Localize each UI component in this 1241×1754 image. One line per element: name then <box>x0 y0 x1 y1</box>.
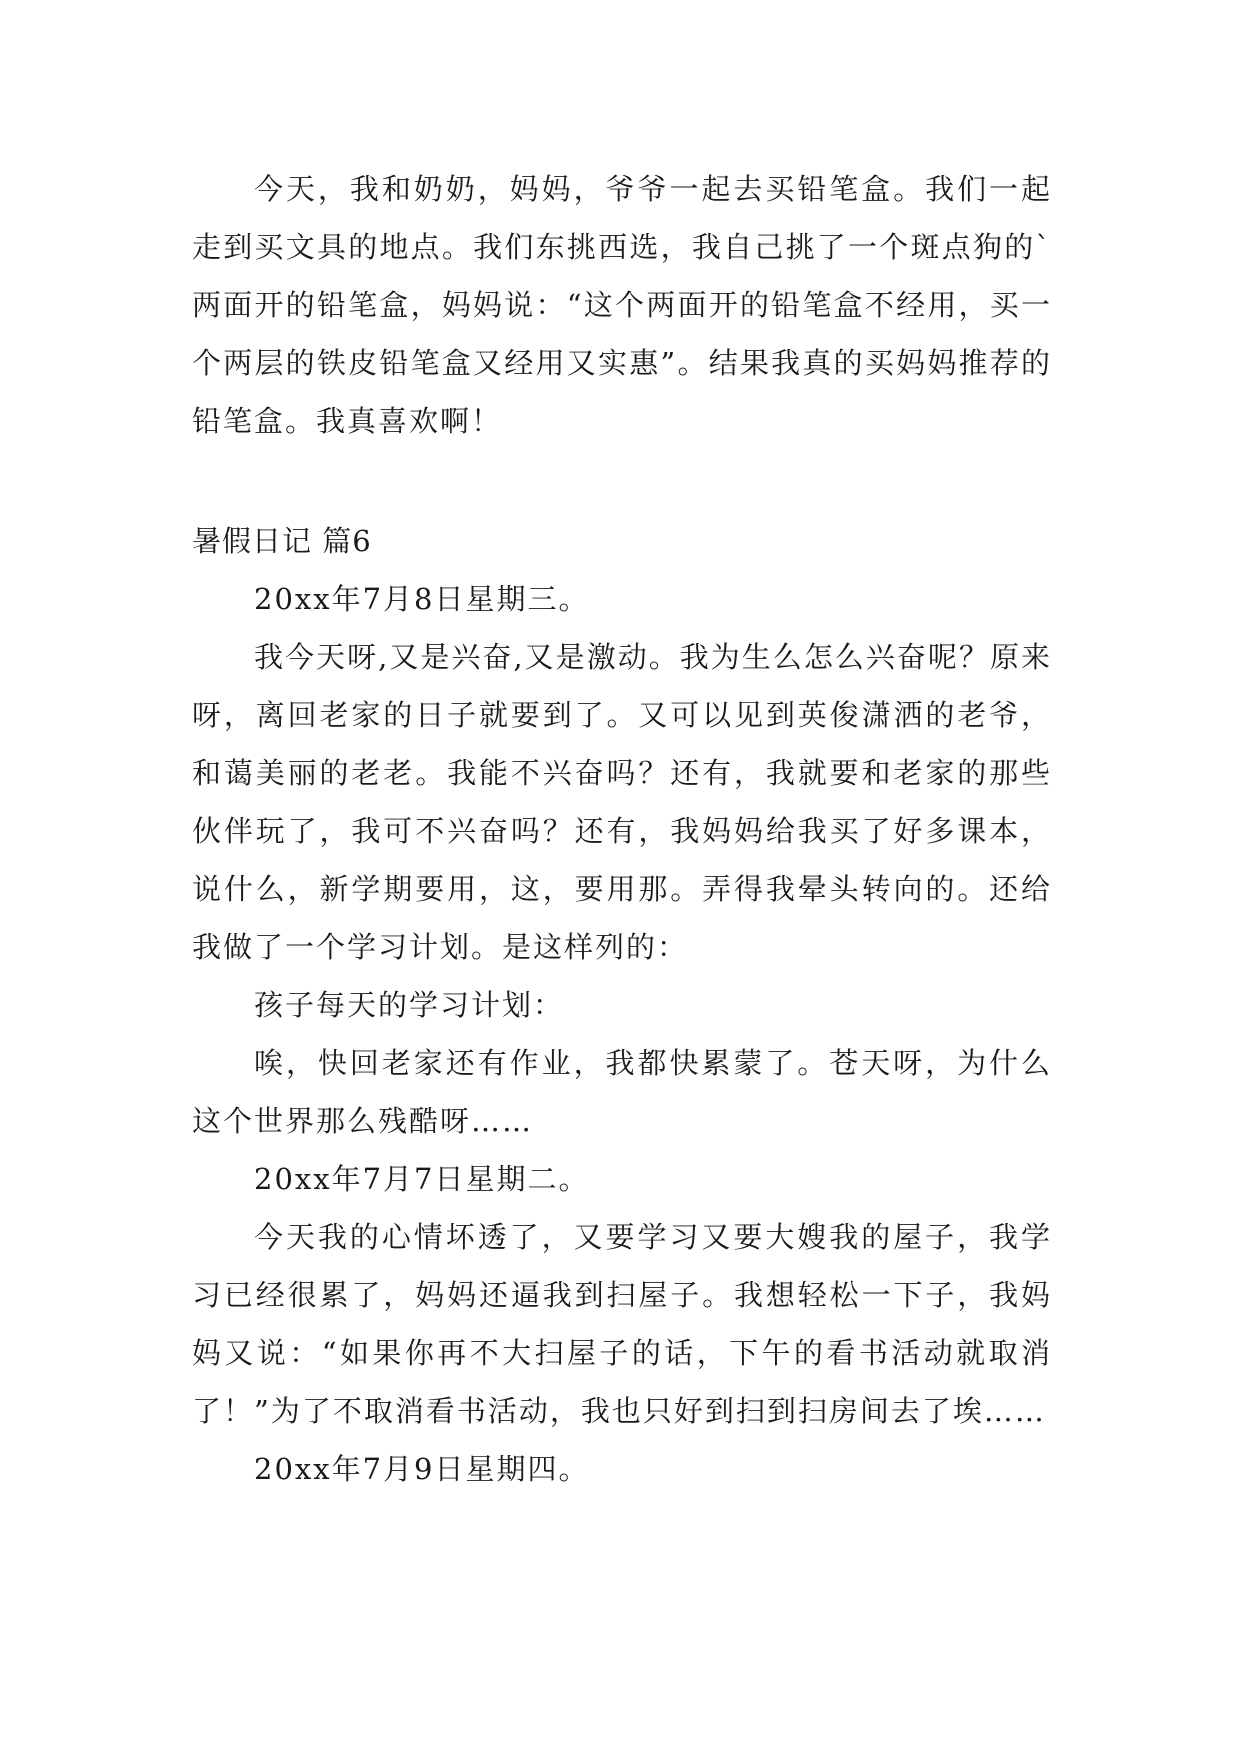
paragraph-going-home: 我今天呀,又是兴奋,又是激动。我为生么怎么兴奋呢？原来呀，离回老家的日子就要到了。又可以见到英俊潇洒的老爷，和蔼美丽的老老。我能不兴奋吗？还有，我就要和老家的那些伙伴玩了，我可不兴奋吗？还有，我妈妈给我买了好多课本，说什么，新学期要用，这，要用那。弄得我晕头转向的。还给我做了一个学习计划。是这样列的： <box>192 640 1052 964</box>
plan-label: 孩子每天的学习计划： <box>254 988 565 1022</box>
date-line: 20xx年7月7日星期二。 <box>254 1162 590 1196</box>
document-body <box>192 160 1052 1498</box>
paragraph-cleaning: 今天我的心情坏透了，又要学习又要大嫂我的屋子，我学习已经很累了，妈妈还逼我到扫屋子。我想轻松一下子，我妈妈又说：“如果你再不大扫屋子的话，下午的看书活动就取消了！”为了不取消看书活动，我也只好到扫到扫房间去了埃…… <box>192 1220 1052 1428</box>
paragraph-homework: 唉，快回老家还有作业，我都快累蒙了。苍天呀，为什么这个世界那么残酷呀…… <box>192 1046 1052 1138</box>
section-title: 暑假日记 篇6 <box>192 524 372 558</box>
date-line: 20xx年7月9日星期四。 <box>254 1452 590 1486</box>
date-line: 20xx年7月8日星期三。 <box>254 582 590 616</box>
paragraph-pencil-box: 今天，我和奶奶，妈妈，爷爷一起去买铅笔盒。我们一起走到买文具的地点。我们东挑西选，我自己挑了一个斑点狗的`两面开的铅笔盒，妈妈说：“这个两面开的铅笔盒不经用，买一个两层的铁皮铅笔盒又经用又实惠”。结果我真的买妈妈推荐的铅笔盒。我真喜欢啊！ <box>192 172 1052 438</box>
